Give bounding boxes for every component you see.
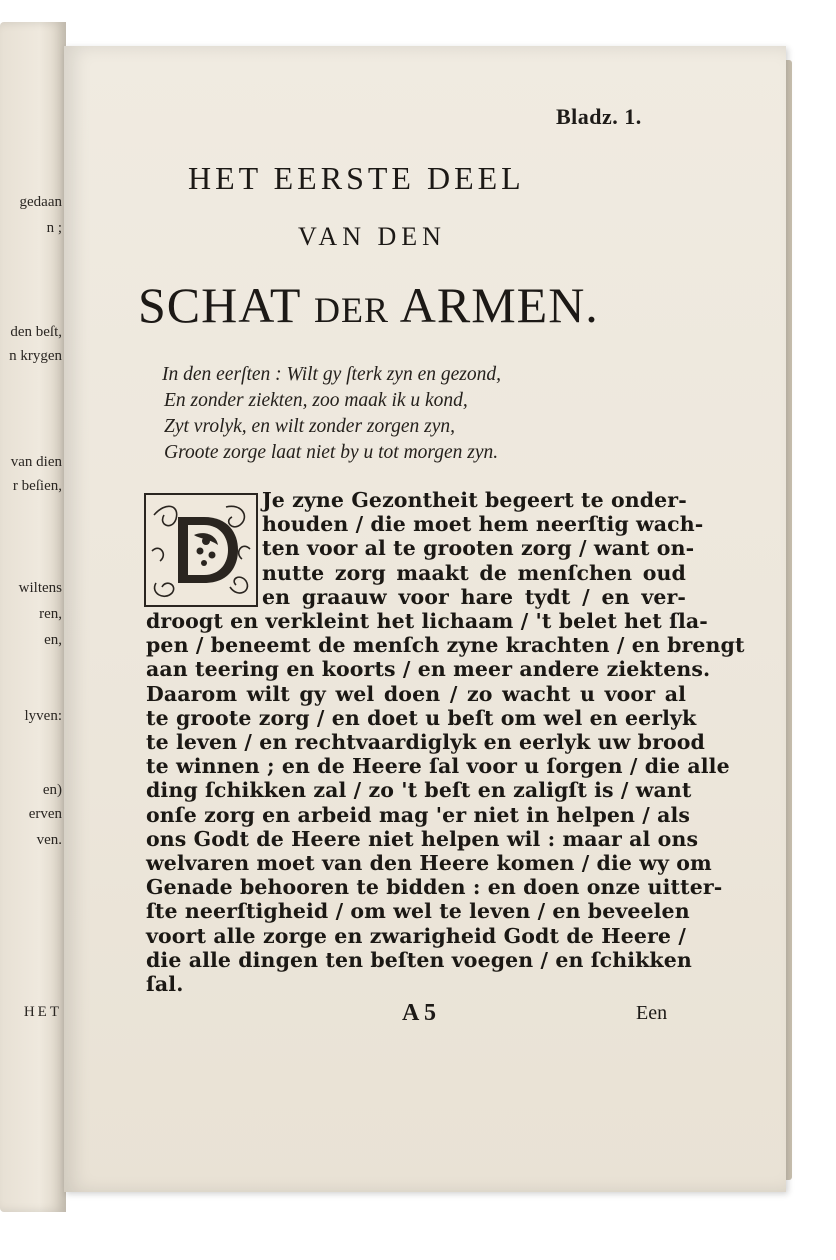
signature-mark: A 5: [402, 1000, 437, 1026]
left-fragment: van dien: [10, 454, 62, 470]
verse-block: [162, 362, 682, 466]
title-word-der: DER: [313, 290, 389, 330]
left-fragment: ven.: [36, 832, 62, 848]
left-fragment: erven: [28, 806, 62, 822]
body-line: ten voor al te grooten zorg / want on-: [262, 536, 695, 561]
left-fragment: en): [42, 782, 62, 798]
body-text: [146, 488, 745, 997]
catchword: Een: [636, 1002, 668, 1024]
verse-line: Groote zorge laat niet by u tot morgen zyn.: [164, 442, 499, 463]
left-fragment: gedaan: [19, 194, 62, 210]
body-line: pen / beneemt de menſch zyne krachten / en brengt: [146, 633, 745, 658]
verse-line: Zyt vrolyk, en wilt zonder zorgen zyn,: [164, 416, 456, 437]
title-line-1: HET EERSTE DEEL: [188, 160, 525, 196]
left-fragment: ren,: [39, 606, 62, 622]
verse-line: In den eerſten : Wilt gy ſterk zyn en gezond,: [162, 364, 501, 385]
left-fragment: HET: [23, 1004, 62, 1020]
left-fragment: r beſien,: [12, 478, 62, 494]
page-header: Bladz. 1.: [556, 104, 642, 129]
body-line: te groote zorg / en doet u beſt om wel en eerlyk: [146, 705, 697, 730]
body-line: ding ſchikken zal / zo 't beſt en zaligſt is / want: [146, 778, 692, 803]
body-line: aan teering en koorts / en meer andere ziektens.: [146, 657, 711, 682]
left-fragment: n krygen: [9, 348, 62, 364]
body-line: ons Godt de Heere niet helpen wil : maar al ons: [146, 826, 699, 851]
body-line: en graauw voor hare tydt / en ver-: [262, 584, 686, 609]
body-line: Genade behooren te bidden : en doen onze uitter-: [146, 875, 723, 900]
body-line: te leven / en rechtvaardiglyk en eerlyk uw brood: [146, 730, 705, 755]
left-fragment: en,: [44, 632, 62, 648]
body-line: Je zyne Gezontheit begeert te onder-: [262, 488, 687, 512]
title-line-2: VAN DEN: [298, 222, 446, 251]
body-line: Daarom wilt gy wel doen / zo wacht u voor al: [146, 681, 686, 706]
title-word-schat: SCHAT: [138, 277, 301, 333]
verse-line: En zonder ziekten, zoo maak ik u kond,: [164, 390, 468, 411]
left-fragment: lyven:: [24, 708, 62, 724]
left-fragment: den beſt,: [10, 324, 62, 340]
left-fragment: n ;: [46, 220, 62, 236]
left-page: [0, 22, 66, 1212]
body-line: onſe zorg en arbeid mag 'er niet in helpen / als: [146, 802, 691, 827]
left-fragment: wiltens: [18, 580, 62, 596]
body-line: te winnen ; en de Heere ſal voor u ſorgen / die alle: [146, 754, 730, 779]
body-line: die alle dingen ten beſten voegen / en ſchikken: [146, 947, 692, 972]
body-line: voort alle zorge en zwarigheid Godt de Heere /: [146, 923, 686, 948]
body-line: ſte neerſtigheid / om wel te leven / en beveelen: [146, 899, 690, 924]
body-line: droogt en verkleint het lichaam / 't belet het ſla-: [146, 609, 708, 634]
title-line-3: [138, 276, 599, 334]
title-word-armen: ARMEN.: [399, 277, 599, 333]
body-line: ſal.: [146, 972, 184, 997]
body-line: houden / die moet hem neerſtig wach-: [262, 512, 704, 537]
body-line: nutte zorg maakt de menſchen oud: [262, 560, 686, 585]
body-line: welvaren moet van den Heere komen / die wy om: [146, 851, 712, 876]
